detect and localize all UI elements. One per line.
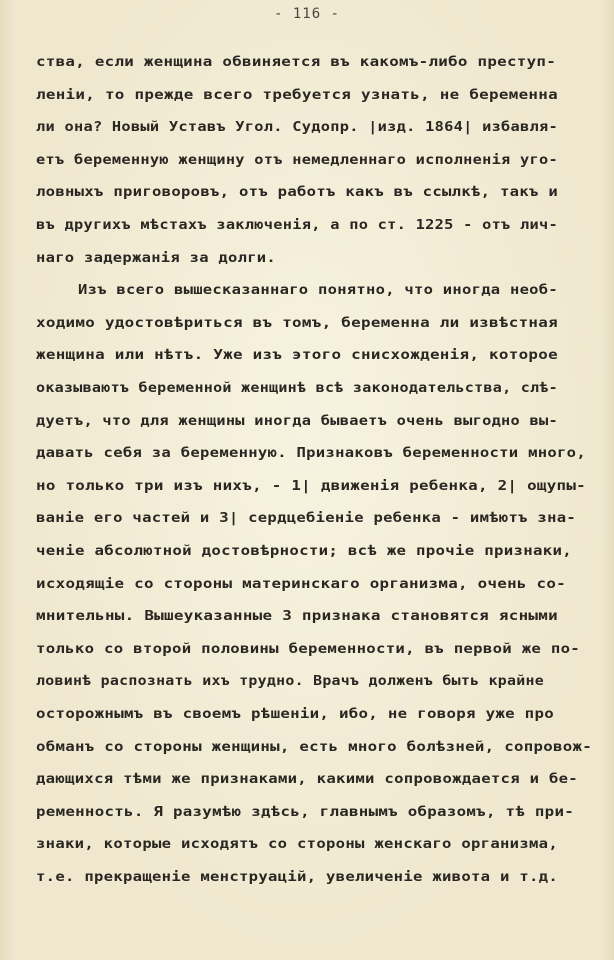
text-line: только со второй половины беременности, въ первой же по- <box>36 640 581 657</box>
text-line: но только три изъ нихъ, - 1| движенія ребенка, 2| ощупы- <box>36 477 587 494</box>
text-line: дающихся тѣми же признаками, какими сопровождается и бе- <box>36 771 578 788</box>
text-line: ловныхъ приговоровъ, отъ работъ какъ въ ссылкѣ, такъ и <box>36 184 558 201</box>
text-line: ходимо удостовѣриться въ томъ, беременна ли извѣстная <box>36 314 558 331</box>
text-line: обманъ со стороны женщины, есть много болѣзней, сопровож- <box>36 738 592 755</box>
text-line: дуетъ, что для женщины иногда бываетъ очень выгодно вы- <box>36 412 559 429</box>
text-line: давать себя за беременную. Признаковъ беременности много, <box>36 445 586 462</box>
text-line: ли она? Новый Уставъ Угол. Судопр. |изд. 1864| избавля- <box>36 119 559 136</box>
text-line: Изъ всего вышесказаннаго понятно, что иногда необ- <box>78 282 559 299</box>
text-line: етъ беременную женщину отъ немедленнаго исполненія уго- <box>36 151 559 168</box>
text-line: женщина или нѣтъ. Уже изъ этого снисхожденія, которое <box>36 347 558 364</box>
text-line: леніи, то прежде всего требуется узнать, не беременна <box>36 86 558 103</box>
text-line: въ другихъ мѣстахъ заключенія, а по ст. 1225 - отъ лич- <box>36 217 559 233</box>
text-line: наго задержанія за долги. <box>36 249 277 266</box>
text-line: ваніе его частей и 3| сердцебіеніе ребенка - имѣютъ зна- <box>36 510 576 527</box>
text-line: мнительны. Вышеуказанные 3 признака становятся ясными <box>36 608 558 625</box>
text-line: ловинѣ распознать ихъ трудно. Врачъ долженъ быть крайне <box>36 673 545 690</box>
text-line: осторожнымъ въ своемъ рѣшеніи, ибо, не говоря уже про <box>36 706 555 722</box>
text-line: ременность. Я разумѣю здѣсь, главнымъ образомъ, тѣ при- <box>36 803 575 820</box>
text-line: ченіе абсолютной достовѣрности; всѣ же прочіе признаки, <box>36 543 572 559</box>
text-line: исходящіе со стороны материнскаго организма, очень со- <box>36 575 567 592</box>
text-line: ства, если женщина обвиняется въ какомъ-либо преступ- <box>36 54 557 70</box>
text-line: т.е. прекращеніе менструацій, увеличеніе живота и т.д. <box>36 869 558 885</box>
text-line: оказываютъ беременной женщинѣ всѣ законодательства, слѣ- <box>36 380 558 396</box>
page-number: - 116 - <box>273 6 340 22</box>
text-line: знаки, которые исходятъ со стороны женскаго организма, <box>36 836 558 853</box>
